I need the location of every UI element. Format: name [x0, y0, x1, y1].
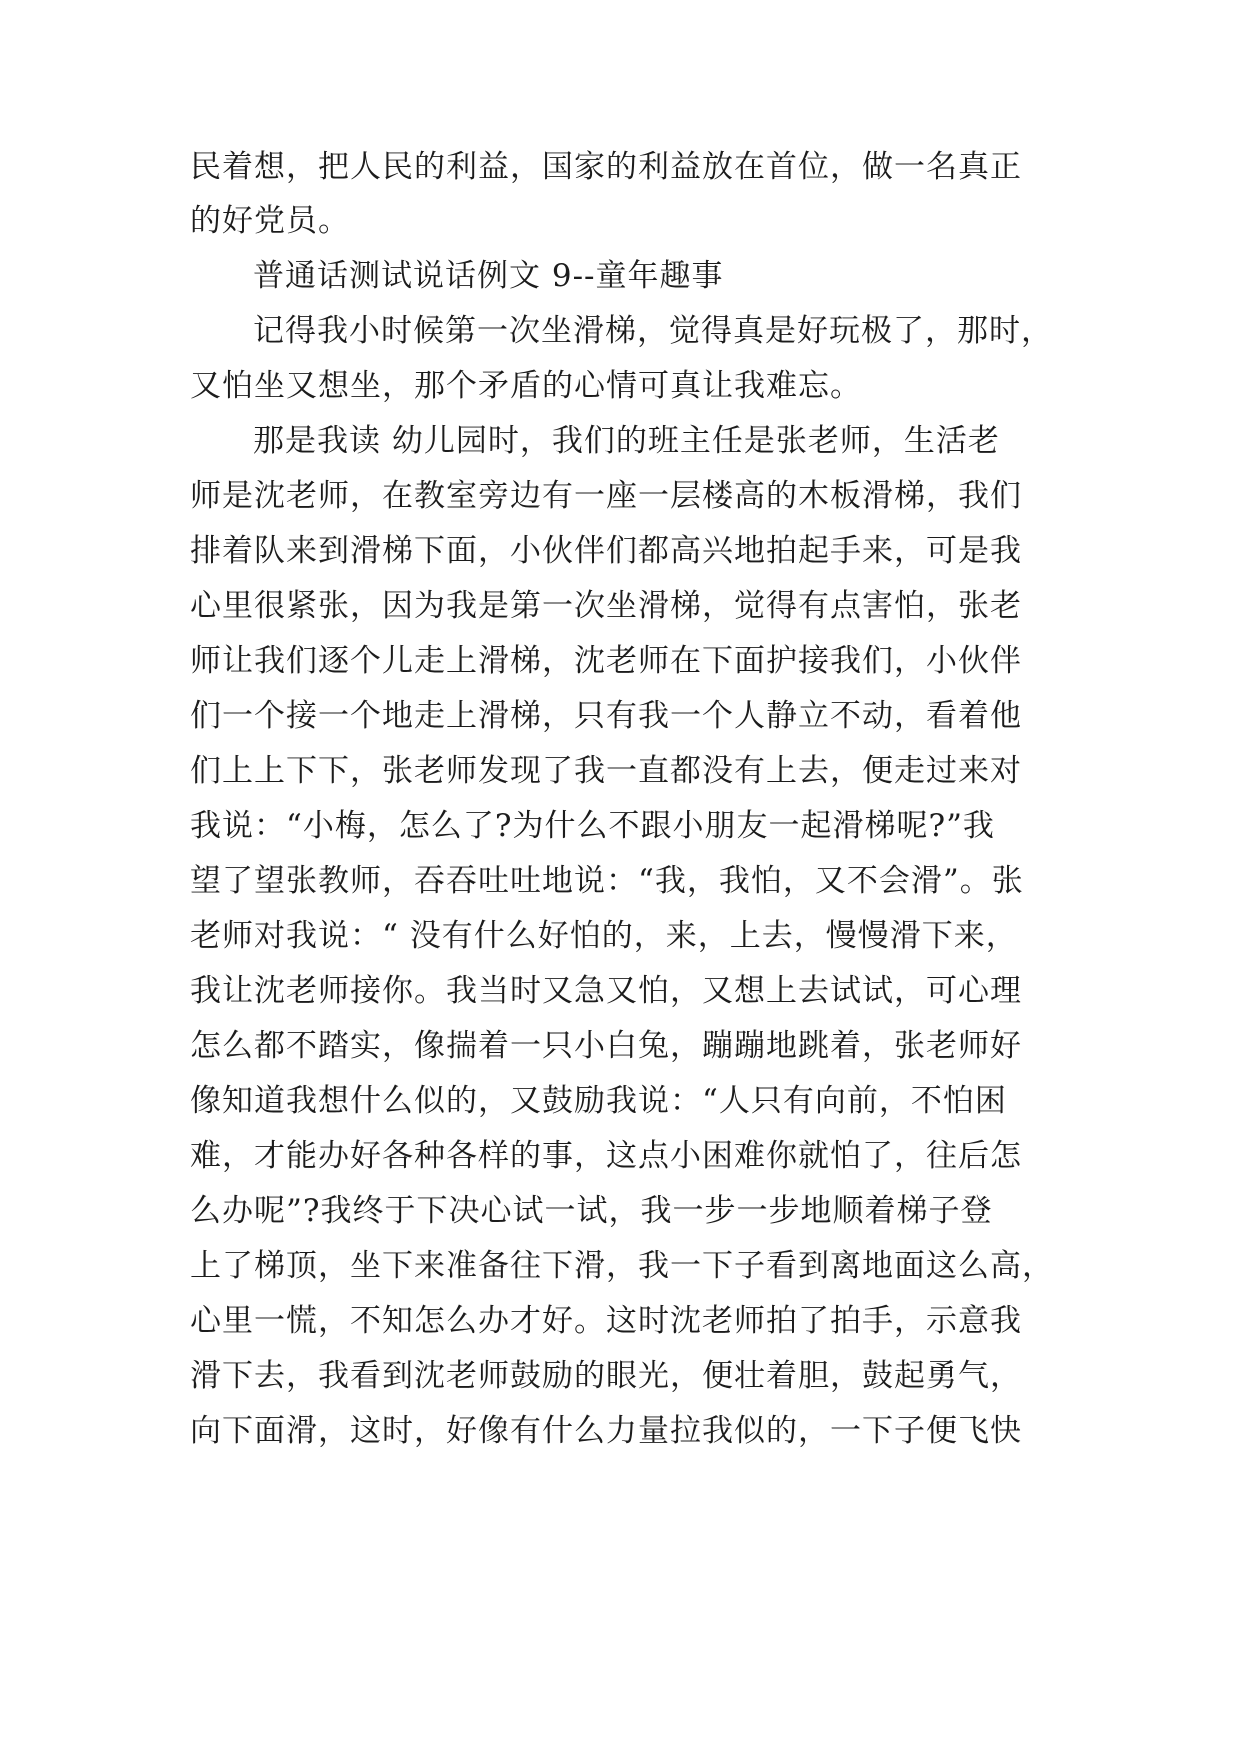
text-line: 像知道我想什么似的，又鼓励我说：“人只有向前，不怕困 [190, 1083, 1007, 1119]
text-line: 记得我小时候第一次坐滑梯，觉得真是好玩极了，那时， [253, 313, 1053, 349]
text-line: 的好党员。 [190, 203, 350, 239]
text-line: 们一个接一个地走上滑梯，只有我一个人静立不动，看着他 [190, 698, 1022, 734]
text-line: 望了望张教师，吞吞吐吐地说：“我，我怕，又不会滑”。张 [190, 863, 1024, 899]
text-line: 我让沈老师接你。我当时又急又怕，又想上去试试，可心理 [190, 973, 1022, 1009]
text-line: 们上上下下，张老师发现了我一直都没有上去，便走过来对 [190, 753, 1022, 789]
text-line: 么办呢”?我终于下决心试一试，我一步一步地顺着梯子登 [190, 1193, 993, 1229]
text-line: 排着队来到滑梯下面，小伙伴们都高兴地拍起手来，可是我 [190, 533, 1022, 569]
section-title: 普通话测试说话例文 9--童年趣事 [253, 258, 724, 294]
text-line: 难，才能办好各种各样的事，这点小困难你就怕了，往后怎 [190, 1138, 1022, 1174]
text-line: 师是沈老师，在教室旁边有一座一层楼高的木板滑梯，我们 [190, 478, 1022, 514]
text-line: 民着想，把人民的利益，国家的利益放在首位，做一名真正 [190, 149, 1022, 185]
text-line: 向下面滑，这时，好像有什么力量拉我似的，一下子便飞快 [190, 1413, 1022, 1449]
text-line: 滑下去，我看到沈老师鼓励的眼光，便壮着胆，鼓起勇气， [190, 1358, 1022, 1394]
text-line: 上了梯顶，坐下来准备往下滑，我一下子看到离地面这么高， [190, 1248, 1054, 1284]
text-line: 怎么都不踏实，像揣着一只小白兔，蹦蹦地跳着，张老师好 [190, 1028, 1022, 1064]
text-line: 心里一慌，不知怎么办才好。这时沈老师拍了拍手，示意我 [190, 1303, 1022, 1339]
text-line: 我说：“小梅，怎么了?为什么不跟小朋友一起滑梯呢?”我 [190, 808, 995, 844]
text-line: 师让我们逐个儿走上滑梯，沈老师在下面护接我们，小伙伴 [190, 643, 1022, 679]
text-line: 老师对我说：“ 没有什么好怕的，来，上去，慢慢滑下来， [190, 918, 1018, 954]
text-line: 又怕坐又想坐，那个矛盾的心情可真让我难忘。 [190, 368, 862, 404]
text-line: 心里很紧张，因为我是第一次坐滑梯，觉得有点害怕，张老 [190, 588, 1022, 624]
text-line: 那是我读 幼儿园时，我们的班主任是张老师，生活老 [253, 423, 1000, 459]
